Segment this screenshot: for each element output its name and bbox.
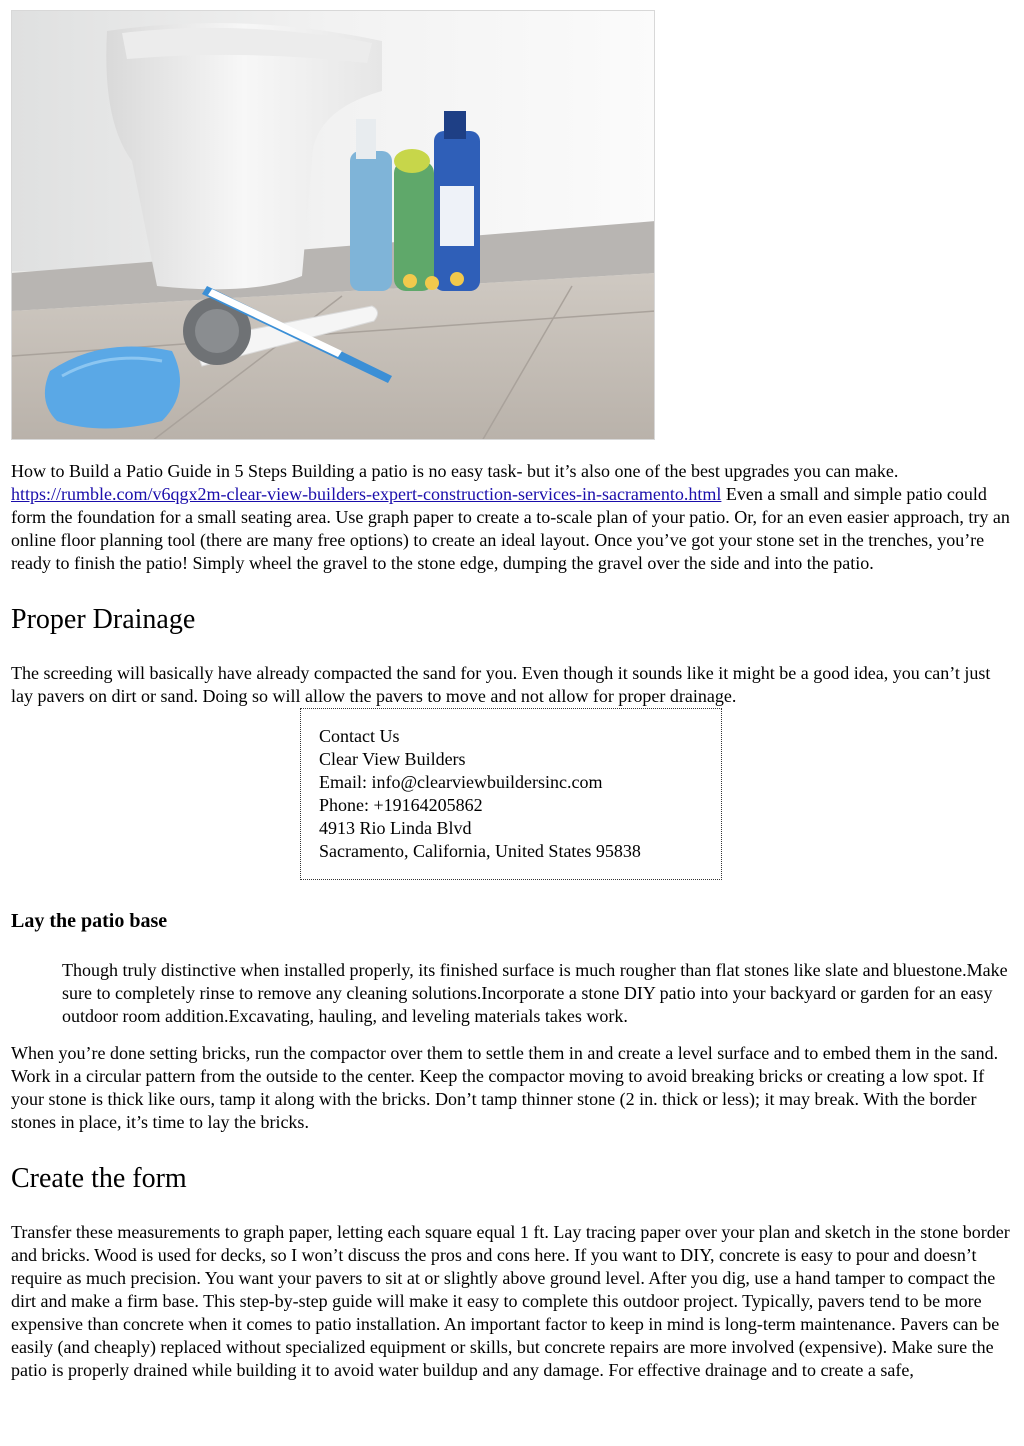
contact-phone: Phone: +19164205862	[319, 795, 483, 815]
contact-company: Clear View Builders	[319, 749, 466, 769]
heading-lay-patio-base: Lay the patio base	[11, 910, 168, 932]
base-blockquote: Though truly distinctive when installed properly, its finished surface is much rougher than flat stones like slate and bluestone.Make sure to completely rinse to remove any cleaning solutions.Incorporate a stone DIY patio into your backyard or garden for an easy outdoor room addition.Excavating, hauling, and leveling materials takes work.	[62, 960, 1008, 1026]
contact-email: Email: info@clearviewbuildersinc.com	[319, 772, 603, 792]
intro-paragraph	[11, 460, 1010, 575]
drainage-paragraph: The screeding will basically have already compacted the sand for you. Even though it sounds like it might be a good idea, you can’t just lay pavers on dirt or sand. Doing so will allow the pavers to move and not allow for proper drainage.	[11, 663, 991, 706]
rumble-link[interactable]: https://rumble.com/v6qgx2m-clear-view-builders-expert-construction-services-in-sacramento.html	[11, 484, 722, 504]
contact-title: Contact Us	[319, 726, 400, 746]
intro-text-end: Even a small and simple patio could form the foundation for a small seating area. Use graph paper to create a to-scale plan of your patio. Or, for an even easier approach, try an online floor planning tool (there are many free options) to create an ideal layout. Once you’ve got your stone set in the trenches, you’re ready to finish the patio! Simply wheel the gravel to the stone edge, dumping the gravel over the side and into the patio.	[11, 484, 1010, 573]
article	[11, 10, 1010, 1382]
form-paragraph: Transfer these measurements to graph paper, letting each square equal 1 ft. Lay tracing paper over your plan and sketch in the stone border and bricks. Wood is used for decks, so I won’t discuss the pros and cons here. If you want to DIY, concrete is easy to pour and doesn’t require as much precision. You want your pavers to sit at or slightly above ground level. After you dig, use a hand tamper to compact the dirt and make a firm base. This step-by-step guide will make it easy to complete this outdoor project. Typically, pavers tend to be more expensive than concrete when it comes to patio installation. An important factor to keep in mind is long-term maintenance. Pavers can be easily (and cheaply) replaced without specialized equipment or skills, but concrete repairs are more involved (expensive). Make sure the patio is properly drained while building it to avoid water buildup and any damage. For effective drainage and to create a safe,	[11, 1222, 1010, 1380]
heading-proper-drainage: Proper Drainage	[11, 604, 196, 635]
photo-illustration	[12, 11, 655, 440]
intro-text-start: How to Build a Patio Guide in 5 Steps Building a patio is no easy task- but it’s also one of the best upgrades you can make.	[11, 461, 899, 481]
contact-box	[300, 708, 722, 880]
contact-street: 4913 Rio Linda Blvd	[319, 818, 472, 838]
bricks-paragraph: When you’re done setting bricks, run the compactor over them to settle them in and create a level surface and to embed them in the sand. Work in a circular pattern from the outside to the center. Keep the compactor moving to avoid breaking bricks or creating a low spot. If your stone is thick like ours, tamp it along with the bricks. Don’t tamp thinner stone (2 in. thick or less); it may break. With the border stones in place, it’s time to lay the bricks.	[11, 1043, 999, 1132]
contact-city: Sacramento, California, United States 95838	[319, 841, 641, 861]
heading-create-form: Create the form	[11, 1163, 187, 1194]
bathroom-cleaning-photo	[11, 10, 655, 440]
